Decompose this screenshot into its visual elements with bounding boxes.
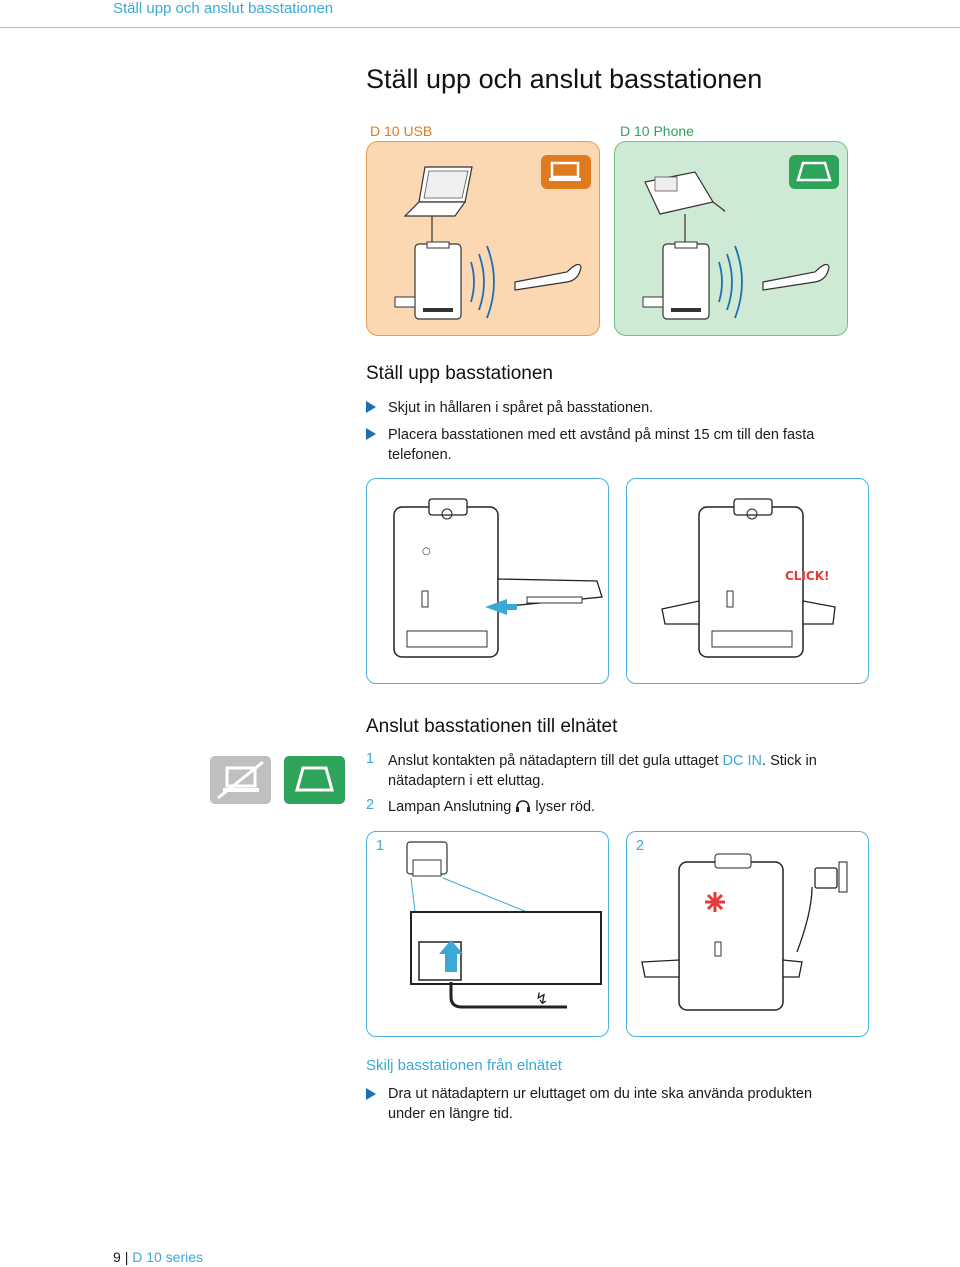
setup-bullet-1 — [366, 399, 376, 419]
connect-heading: Anslut basstationen till elnätet — [366, 716, 618, 737]
phone-variant-label: D 10 Phone — [620, 123, 694, 139]
figure-1-number: 1 — [376, 838, 385, 854]
step-1-text-a: Anslut kontakten på nätadaptern till det gula uttaget — [388, 753, 723, 769]
step-1-text-cont: nätadaptern i ett eluttag. — [388, 773, 545, 789]
base-station-drawing — [679, 862, 783, 1010]
svg-text:○: ○ — [422, 546, 431, 557]
phone-setup-illustration — [615, 142, 849, 337]
dc-in-label: DC IN — [722, 753, 763, 769]
disconnect-bullet — [366, 1086, 376, 1106]
usb-variant-label: D 10 USB — [370, 123, 433, 139]
disconnect-bullet-text-cont: under en längre tid. — [388, 1106, 513, 1122]
setup-bullet-2 — [366, 426, 376, 446]
page-number: 9 — [113, 1249, 121, 1265]
bullet-arrow-icon — [366, 401, 376, 413]
step-2-text-a: Lampan Anslutning — [388, 799, 512, 815]
step-2-text — [388, 797, 595, 817]
figure-2-number: 2 — [636, 838, 645, 854]
step-1-number: 1 — [366, 751, 375, 767]
disconnect-heading: Skilj basstationen från elnätet — [366, 1057, 562, 1074]
header-divider — [0, 27, 960, 28]
setup-bullet-1-text: Skjut in hållaren i spåret på basstationen. — [388, 400, 654, 416]
laptop-not-applicable-icon — [210, 756, 271, 804]
desk-phone-icon — [789, 155, 839, 189]
base-station-drawing — [415, 244, 461, 319]
disconnect-bullet-text: Dra ut nätadaptern ur eluttaget om du inte ska använda produkten — [388, 1086, 813, 1102]
headset-drawing — [515, 264, 581, 290]
red-led-burst — [705, 892, 725, 912]
footer-separator: | — [124, 1249, 129, 1265]
power-connected-illustration — [626, 831, 869, 1037]
dc-in-connection-illustration — [366, 831, 609, 1037]
usb-setup-panel — [366, 141, 600, 336]
page-title: Ställ upp och anslut basstationen — [366, 64, 763, 94]
headset-drawing — [763, 264, 829, 290]
setup-bullet-2-text: Placera basstationen med ett avstånd på minst 15 cm till den fasta — [388, 427, 815, 443]
power-adapter-drawing — [815, 868, 837, 888]
desk-phone-icon — [284, 756, 345, 804]
setup-bullet-2-text-cont: telefonen. — [388, 447, 452, 463]
holder-click-illustration — [626, 478, 869, 684]
step-2-text-b: lyser röd. — [535, 799, 596, 815]
bullet-arrow-icon — [366, 428, 376, 440]
svg-text:↯: ↯ — [535, 989, 549, 1008]
bullet-arrow-icon — [366, 1088, 376, 1100]
series-name: D 10 series — [132, 1249, 204, 1265]
click-label: CLICK! — [785, 569, 830, 583]
setup-heading: Ställ upp basstationen — [366, 363, 553, 384]
phone-setup-panel — [614, 141, 848, 336]
usb-setup-illustration — [367, 142, 601, 337]
step-2-number: 2 — [366, 797, 375, 813]
page-footer — [113, 1249, 203, 1265]
step-1-text-b: . Stick in — [762, 753, 817, 769]
running-header: Ställ upp och anslut basstationen — [113, 0, 334, 17]
headset-icon — [515, 799, 531, 813]
step-1-text — [388, 751, 817, 771]
holder-slide-illustration — [366, 478, 609, 684]
base-station-drawing — [663, 244, 709, 319]
laptop-icon — [541, 155, 591, 189]
